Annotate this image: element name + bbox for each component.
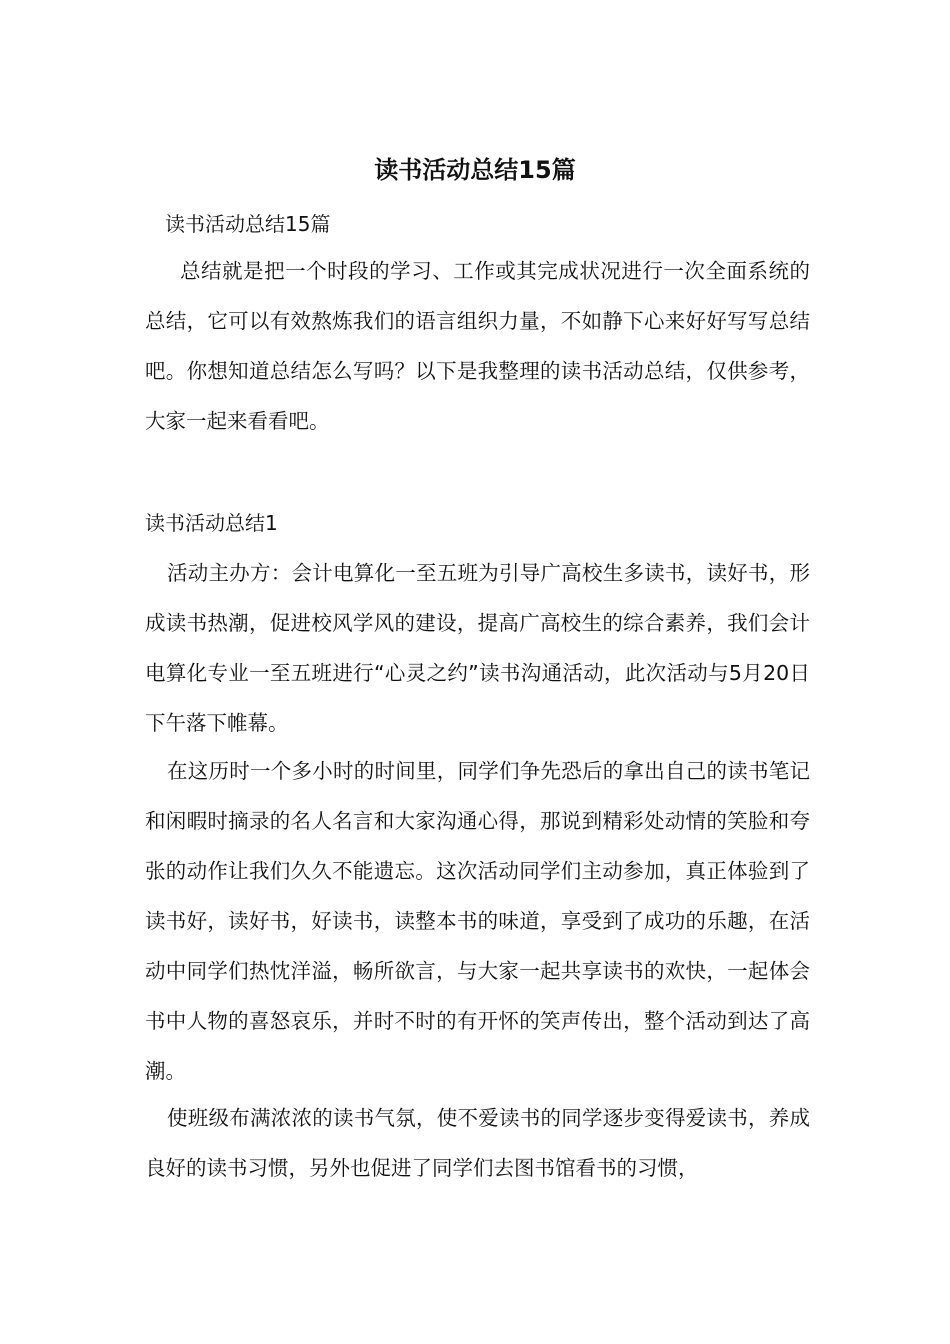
document-title: 读书活动总结15篇 [374, 156, 576, 184]
body-paragraph: 在这历时一个多小时的时间里，同学们争先恐后的拿出自己的读书笔记和闲暇时摘录的名人名言和大家沟通心得，那说到精彩处动情的笑脸和夸张的动作让我们久久不能遗忘。这次活动同学们主动参加，真正体验到了读书好，读好书，好读书，读整本书的味道，享受到了成功的乐趣，在活动中同学们热忱洋溢，畅所欲言，与大家一起共享读书的欢快，一起体会书中人物的喜怒哀乐，并时不时的有开怀的笑声传出，整个活动到达了高潮。 [145, 759, 810, 1083]
section-heading: 读书活动总结1 [145, 511, 278, 535]
body-paragraph: 使班级布满浓浓的读书气氛，使不爱读书的同学逐步变得爱读书，养成良好的读书习惯，另外也促进了同学们去图书馆看书的习惯， [145, 1106, 810, 1180]
intro-paragraph: 总结就是把一个时段的学习、工作或其完成状况进行一次全面系统的总结，它可以有效熬炼我们的语言组织力量，不如静下心来好好写写总结吧。你想知道总结怎么写吗？以下是我整理的读书活动总结，仅供参考，大家一起来看看吧。 [145, 259, 810, 433]
body-paragraph: 活动主办方：会计电算化一至五班为引导广高校生多读书，读好书，形成读书热潮，促进校风学风的建设，提高广高校生的综合素养，我们会计电算化专业一至五班进行“心灵之约”读书沟通活动，此次活动与5月20日下午落下帷幕。 [145, 561, 810, 735]
document-subtitle: 读书活动总结15篇 [165, 212, 331, 236]
